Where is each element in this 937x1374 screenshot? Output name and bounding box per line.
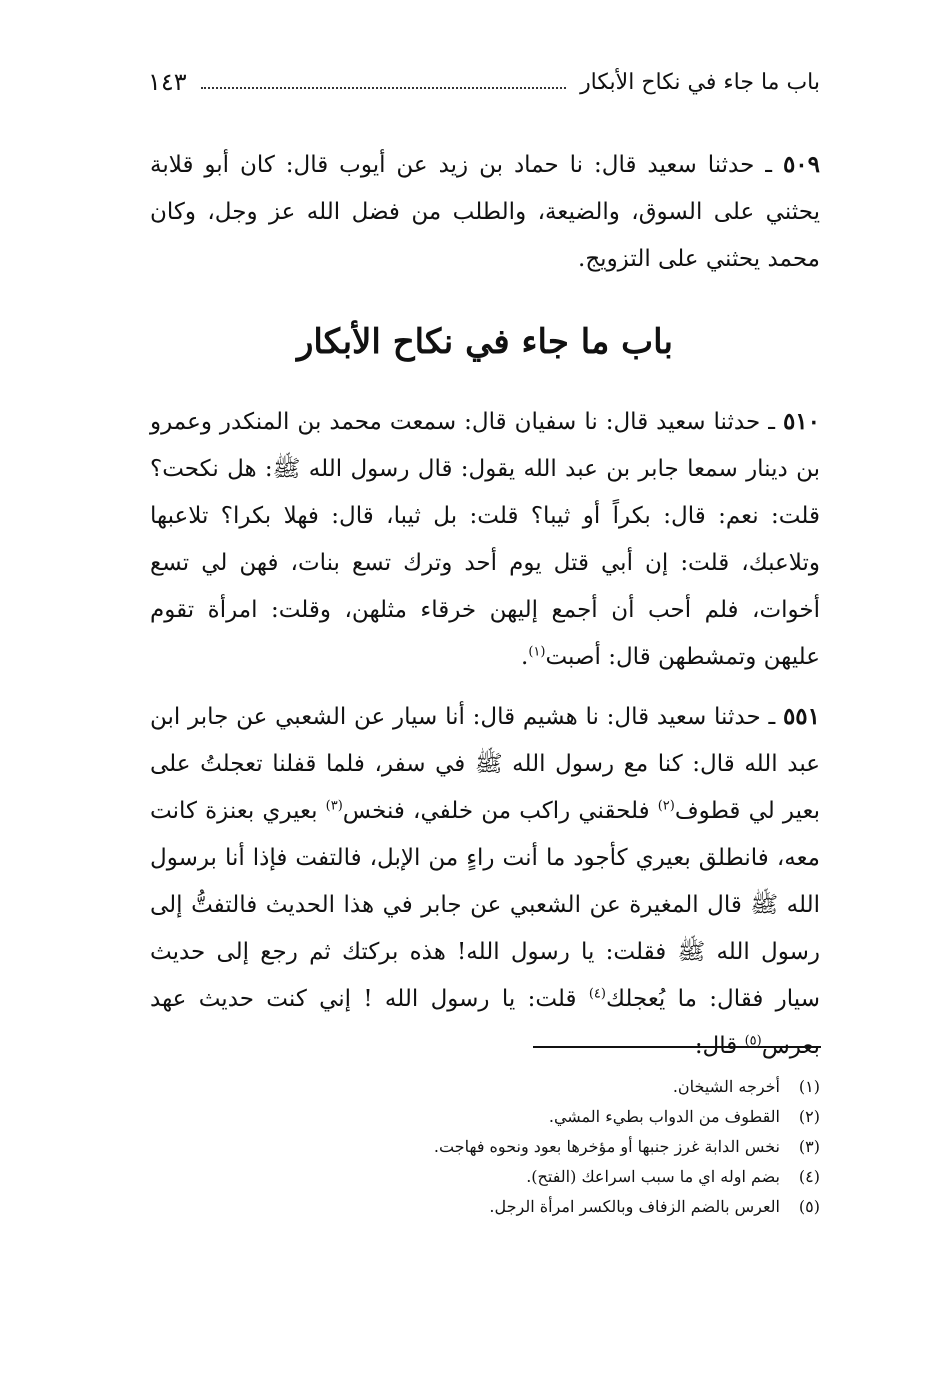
hadith-551-text: بعيري بعنزة كانت معه، فانطلق بعيري كأجود ما أنت راءٍ من الإبل، فالتفت فإذا أنا برسول الله ﷺ قال المغيرة عن الشعبي عن جابر في هذا الحديث فالتفتُّ إلى رسول الله ﷺ فقلت: يا رسول الله! هذه بركتك ثم رجع إلى حديث سيار فقال: ما يُعجلك — [150, 798, 820, 1012]
hadith-551-text: قلت: يا رسول الله ! إني كنت حديث عهد بعرس — [150, 986, 820, 1059]
footnote-number: (٤) — [798, 1167, 820, 1186]
leader-dots — [201, 87, 566, 89]
footnote-number: (١) — [798, 1077, 820, 1096]
footnote-text: القطوف من الدواب بطيء المشي. — [548, 1107, 780, 1126]
footnote-text: العرس بالضم الزفاف وبالكسر امرأة الرجل. — [489, 1197, 780, 1216]
footnote-number: (٣) — [798, 1137, 820, 1156]
footnote-number: (٥) — [798, 1197, 820, 1216]
footnote-divider — [533, 1046, 821, 1048]
footnote-ref-1[interactable]: (١) — [528, 644, 546, 660]
footnote-ref-3[interactable]: (٣) — [325, 798, 343, 814]
hadith-551-number: ٥٥١ — [782, 703, 820, 730]
hadith-509-text: ـ حدثنا سعيد قال: نا حماد بن زيد عن أيوب قال: كان أبو قلابة يحثني على السوق، والضيعة، والطلب من فضل الله عز وجل، وكان محمد يحثني على التزويج. — [150, 152, 820, 272]
footnote-item — [300, 1162, 820, 1192]
page-number: ١٤٣ — [148, 68, 187, 96]
footnotes-list — [300, 1072, 820, 1222]
hadith-510-text-end: . — [521, 644, 529, 670]
footnote-text: أخرجه الشيخان. — [672, 1077, 780, 1096]
footnote-item — [300, 1072, 820, 1102]
running-head — [148, 62, 820, 102]
hadith-551-paragraph — [150, 693, 820, 1070]
footnote-text: بضم اوله اي ما سبب اسراعك (الفتح). — [526, 1167, 780, 1186]
hadith-510-text: ـ حدثنا سعيد قال: نا سفيان قال: سمعت محمد بن المنكدر وعمرو بن دينار سمعا جابر بن عبد الله يقول: قال رسول الله ﷺ: هل نكحت؟ قلت: نعم: قال: بكراً أو ثيبا؟ قلت: بل ثيبا، قال: فهلا بكرا؟ تلاعبها وتلاعبك، قلت: إن أبي قتل يوم أحد وترك تسع بنات، فهن لي تسع أخوات، فلم أحب أن أجمع إليهن خرقاء مثلهن، وقلت: امرأة تقوم عليهن وتمشطهن قال: أصبت — [150, 409, 820, 670]
footnote-item — [300, 1132, 820, 1162]
footnote-number: (٢) — [798, 1107, 820, 1126]
hadith-551-text: قال: — [694, 1033, 745, 1059]
hadith-551-text: ـ حدثنا سعيد قال: نا هشيم قال: أنا سيار عن الشعبي عن جابر ابن عبد الله قال: كنا مع رسول الله ﷺ في سفر، فلما قفلنا تعجلتُ على بعير لي قطوف — [150, 704, 821, 824]
hadith-509-paragraph — [150, 141, 820, 283]
footnote-ref-5[interactable]: (٥) — [744, 1033, 762, 1049]
hadith-509-number: ٥٠٩ — [782, 151, 820, 178]
hadith-551-text: فلحقني راكب من خلفي، فنخس — [342, 798, 658, 824]
footnote-ref-4[interactable]: (٤) — [588, 986, 606, 1002]
hadith-510-number: ٥١٠ — [782, 408, 820, 435]
footnote-item — [300, 1192, 820, 1222]
hadith-510-paragraph — [150, 398, 820, 681]
footnote-item — [300, 1102, 820, 1132]
section-heading: باب ما جاء في نكاح الأبكار — [297, 322, 673, 362]
footnote-ref-2[interactable]: (٢) — [657, 798, 675, 814]
footnote-text: نخس الدابة غرز جنبها أو مؤخرها بعود ونحوه فهاجت. — [433, 1137, 780, 1156]
running-head-title: باب ما جاء في نكاح الأبكار — [580, 69, 820, 95]
